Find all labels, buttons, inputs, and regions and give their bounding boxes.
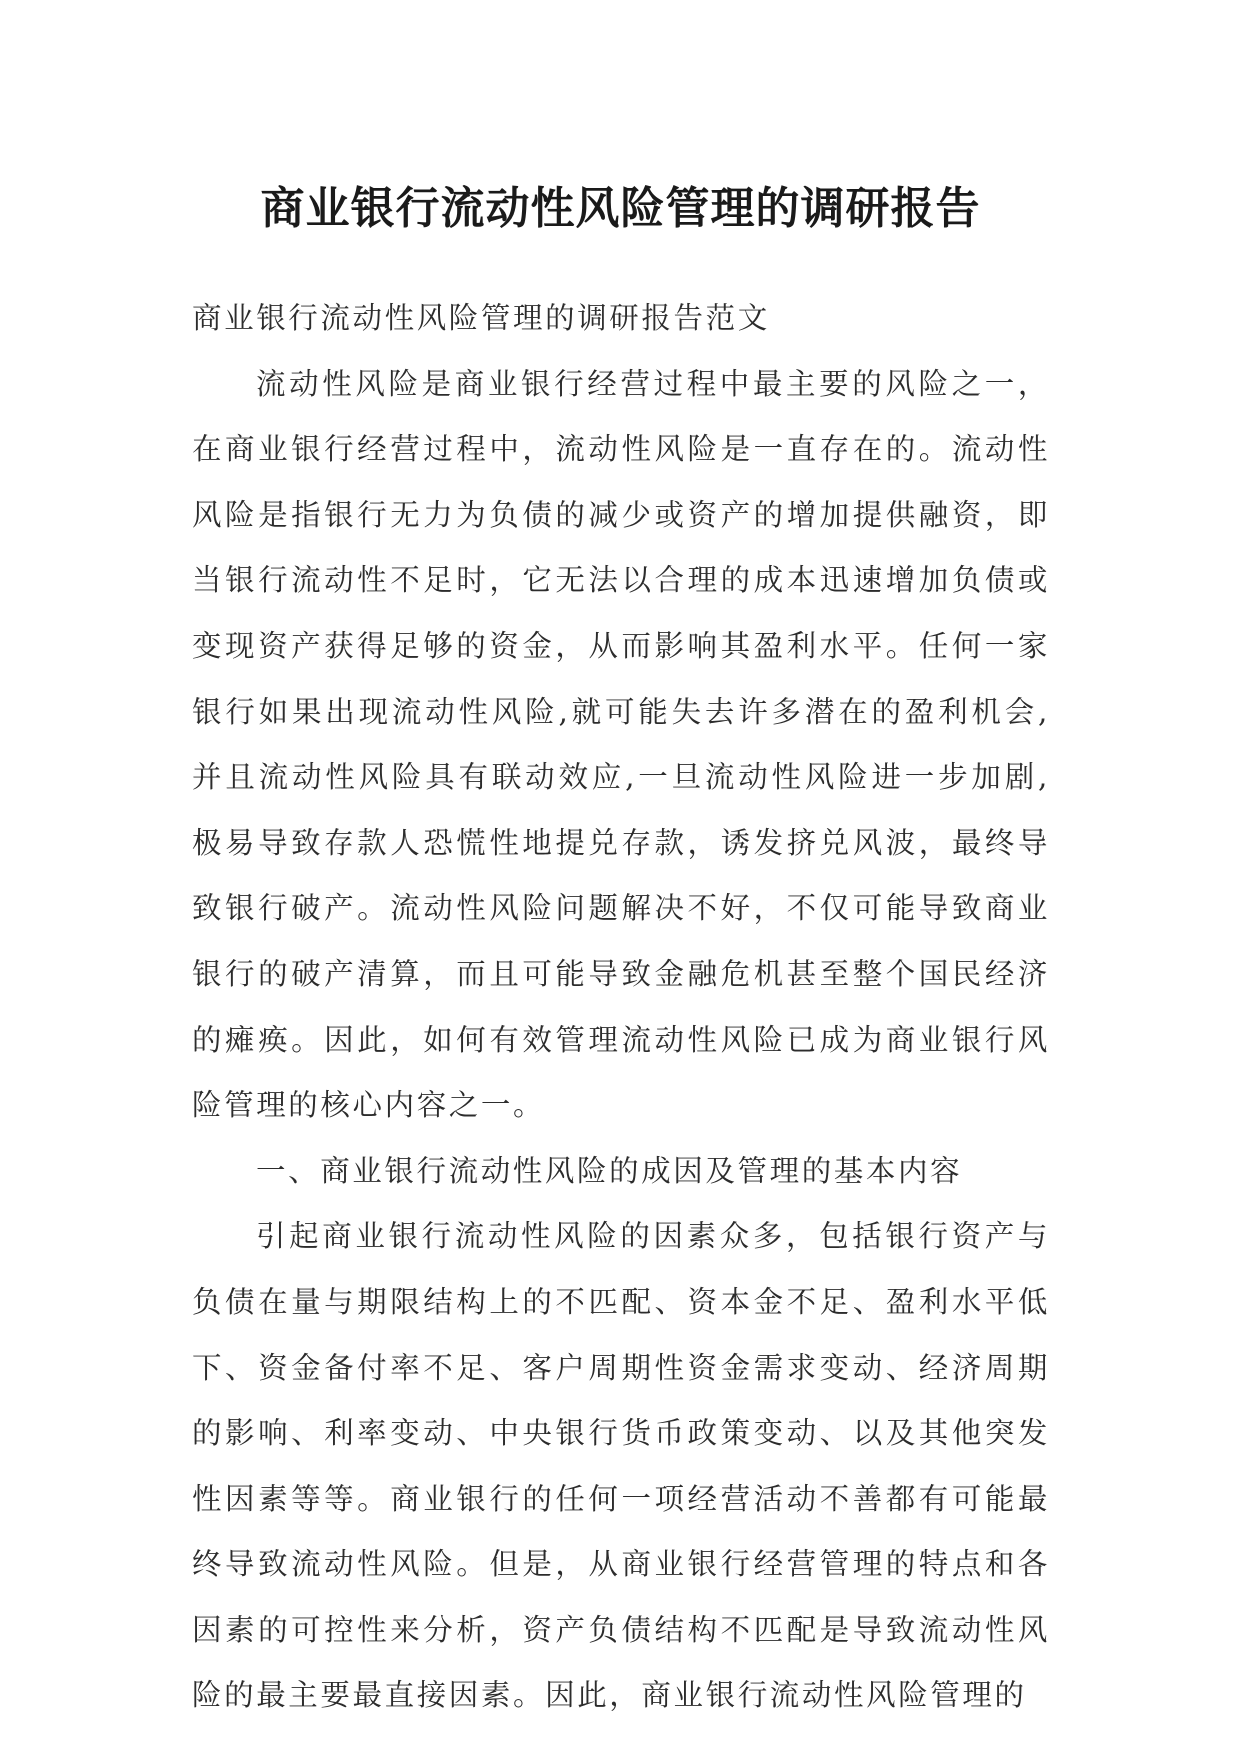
document-body (192, 286, 1050, 1729)
section-heading: 一、商业银行流动性风险的成因及管理的基本内容 (256, 1153, 963, 1188)
paragraph-causes: 引起商业银行流动性风险的因素众多，包括银行资产与负债在量与期限结构上的不匹配、资本金不足、盈利水平低下、资金备付率不足、客户周期性资金需求变动、经济周期的影响、利率变动、中央银行货币政策变动、以及其他突发性因素等等。商业银行的任何一项经营活动不善都有可能最终导致流动性风险。但是，从商业银行经营管理的特点和各因素的可控性来分析，资产负债结构不匹配是导致流动性风险的最主要最直接因素。因此，商业银行流动性风险管理的 (192, 1219, 1050, 1713)
document-subtitle: 商业银行流动性风险管理的调研报告范文 (192, 301, 770, 335)
paragraph-intro: 流动性风险是商业银行经营过程中最主要的风险之一，在商业银行经营过程中，流动性风险是一直存在的。流动性风险是指银行无力为负债的减少或资产的增加提供融资，即当银行流动性不足时，它无法以合理的成本迅速增加负债或变现资产获得足够的资金，从而影响其盈利水平。任何一家银行如果出现流动性风险,就可能失去许多潜在的盈利机会,并且流动性风险具有联动效应,一旦流动性风险进一步加剧,极易导致存款人恐慌性地提兑存款，诱发挤兑风波，最终导致银行破产。流动性风险问题解决不好，不仅可能导致商业银行的破产清算，而且可能导致金融危机甚至整个国民经济的瘫痪。因此，如何有效管理流动性风险已成为商业银行风险管理的核心内容之一。 (192, 366, 1050, 1123)
document-title: 商业银行流动性风险管理的调研报告 (260, 183, 981, 235)
